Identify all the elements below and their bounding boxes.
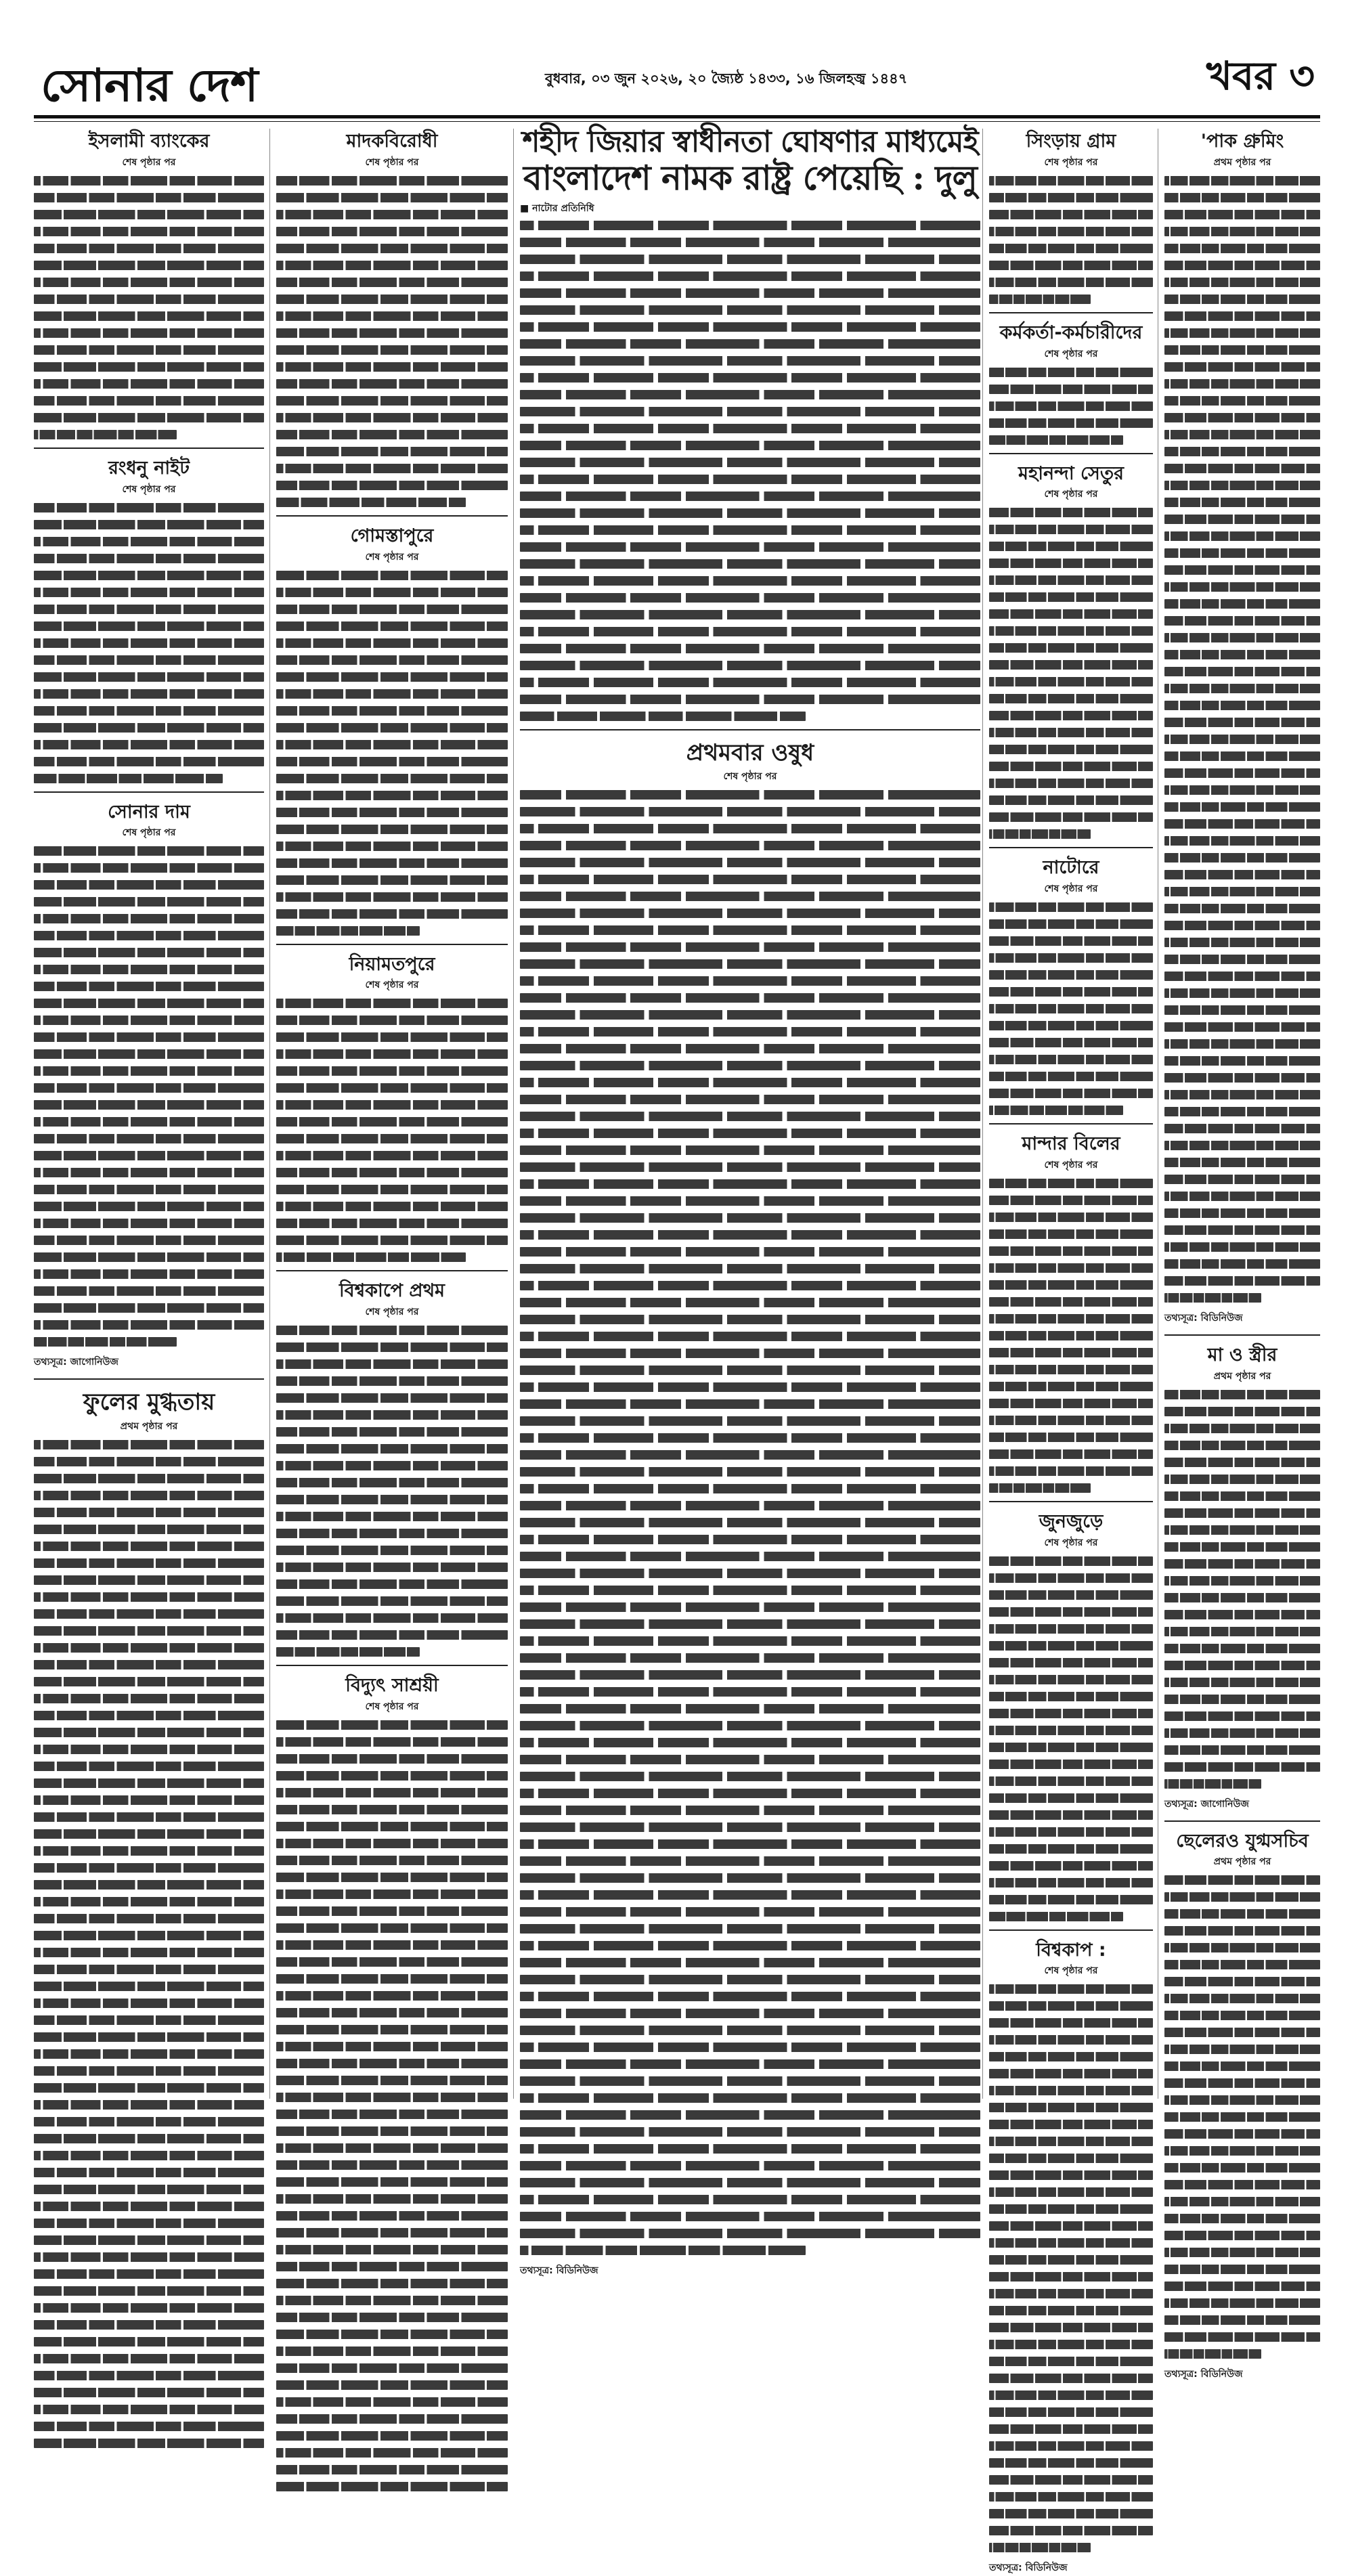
column-divider — [982, 129, 983, 2099]
article-son-joint-secretary — [1164, 1830, 1320, 2383]
article-lead — [520, 126, 980, 721]
continued-label: শেষ পৃষ্ঠার পর — [276, 549, 508, 565]
continued-label: শেষ পৃষ্ঠার পর — [276, 1699, 508, 1715]
article-separator — [276, 1270, 508, 1271]
article-kicker: রংধনু নাইট — [34, 457, 264, 480]
continued-label: প্রথম পৃষ্ঠার পর — [1164, 1368, 1320, 1384]
continued-label: শেষ পৃষ্ঠার পর — [989, 1963, 1153, 1979]
article-kicker: নাটোরে — [989, 856, 1153, 879]
continued-label: শেষ পৃষ্ঠার পর — [989, 486, 1153, 502]
article-kicker: মা ও স্ত্রীর — [1164, 1344, 1320, 1367]
article-separator — [276, 944, 508, 945]
masthead-rule — [34, 115, 1320, 118]
article-kicker: সিংড়ায় গ্রাম — [989, 130, 1153, 153]
article-separator — [34, 1378, 264, 1380]
article-separator — [989, 1929, 1153, 1931]
article-separator — [34, 447, 264, 449]
article-natore — [989, 856, 1153, 1115]
article-source: তথ্যসূত্র: বিডিনিউজ — [1164, 1310, 1320, 1326]
column-2 — [276, 126, 508, 2103]
article-kicker: মান্দার বিলের — [989, 1133, 1153, 1156]
article-source: তথ্যসূত্র: বিডিনিউজ — [1164, 2366, 1320, 2382]
continued-label: শেষ পৃষ্ঠার পর — [34, 825, 264, 841]
article-separator — [989, 312, 1153, 313]
article-mahananda-bridge — [989, 462, 1153, 839]
article-kicker: বিশ্বকাপে প্রথম — [276, 1280, 508, 1303]
column-3 — [520, 126, 980, 2103]
article-source: তথ্যসূত্র: বিডিনিউজ — [989, 2560, 1153, 2576]
article-separator — [989, 1501, 1153, 1502]
column-divider — [269, 129, 270, 2099]
article-kicker: নিয়ামতপুরে — [276, 953, 508, 976]
column-5 — [1164, 126, 1320, 2103]
article-separator — [1164, 1334, 1320, 1336]
article-kicker: মাদকবিরোধী — [276, 130, 508, 153]
article-gomostapur — [276, 525, 508, 936]
article-kicker: গোমস্তাপুরে — [276, 525, 508, 548]
article-separator — [34, 791, 264, 793]
article-kicker: প্রথমবার ওষুধ — [520, 739, 980, 768]
article-separator — [520, 729, 980, 730]
continued-label: প্রথম পৃষ্ঠার পর — [1164, 154, 1320, 171]
article-kicker: জুনজুড়ে — [989, 1510, 1153, 1533]
article-worldcup-first — [276, 1280, 508, 1657]
article-kicker: 'পাক গ্রুমিং — [1164, 130, 1320, 153]
article-niamatpur — [276, 953, 508, 1263]
article-islami-bank — [34, 130, 264, 439]
article-kicker: বিশ্বকাপ : — [989, 1939, 1153, 1962]
article-rongdhonu-night — [34, 457, 264, 783]
article-separator — [276, 515, 508, 517]
continued-label: শেষ পৃষ্ঠার পর — [34, 154, 264, 171]
continued-label: শেষ পৃষ্ঠার পর — [989, 881, 1153, 897]
masthead-rule-thin — [34, 121, 1320, 122]
section-label: খবর ৩ — [1206, 46, 1315, 112]
column-divider — [513, 129, 514, 2099]
article-worldcup — [989, 1939, 1153, 2576]
article-singra — [989, 130, 1153, 304]
article-source: তথ্যসূত্র: জাগোনিউজ — [34, 1354, 264, 1370]
article-officials — [989, 322, 1153, 445]
article-kicker: ফুলের মুগ্ধতায় — [34, 1388, 264, 1417]
article-power-saving — [276, 1674, 508, 2491]
continued-label: শেষ পৃষ্ঠার পর — [989, 1157, 1153, 1173]
newspaper-logo: সোনার দেশ — [41, 51, 258, 126]
article-kicker: কর্মকর্তা-কর্মচারীদের — [989, 322, 1153, 345]
continued-label: শেষ পৃষ্ঠার পর — [276, 154, 508, 171]
article-anti-drug — [276, 130, 508, 507]
continued-label: শেষ পৃষ্ঠার পর — [989, 346, 1153, 362]
continued-label: প্রথম পৃষ্ঠার পর — [34, 1418, 264, 1435]
article-kicker: বিদ্যুৎ সাশ্রয়ী — [276, 1674, 508, 1697]
article-mother-wife — [1164, 1344, 1320, 1812]
article-june — [989, 1510, 1153, 1921]
article-separator — [989, 1123, 1153, 1125]
lead-headline-line2: বাংলাদেশ নামক রাষ্ট্র পেয়েছি : দুলু — [520, 158, 980, 198]
continued-label: প্রথম পৃষ্ঠার পর — [1164, 1854, 1320, 1870]
article-separator — [276, 1665, 508, 1666]
continued-label: শেষ পৃষ্ঠার পর — [989, 1535, 1153, 1551]
lead-headline-line1: শহীদ জিয়ার স্বাধীনতা ঘোষণার মাধ্যমেই — [520, 126, 980, 158]
masthead — [34, 49, 1320, 116]
lead-byline: ■ নাটোর প্রতিনিধি — [520, 200, 980, 217]
article-mandar-bil — [989, 1133, 1153, 1493]
article-kicker: মহানন্দা সেতুর — [989, 462, 1153, 485]
continued-label: শেষ পৃষ্ঠার পর — [989, 154, 1153, 171]
continued-label: শেষ পৃষ্ঠার পর — [34, 481, 264, 498]
dateline: বুধবার, ০৩ জুন ২০২৬, ২০ জ্যৈষ্ঠ ১৪৩৩, ১৬ জিলহজ্ব ১৪৪৭ — [545, 68, 907, 91]
column-1 — [34, 126, 264, 2103]
article-kicker: সোনার দাম — [34, 801, 264, 824]
article-kicker: ছেলেরও যুগ্মসচিব — [1164, 1830, 1320, 1853]
article-gold-price — [34, 801, 264, 1371]
article-flower — [34, 1388, 264, 2448]
article-source: তথ্যসূত্র: বিডিনিউজ — [520, 2263, 980, 2279]
article-separator — [1164, 1820, 1320, 1822]
article-pak-grooming — [1164, 130, 1320, 1326]
article-separator — [989, 453, 1153, 454]
continued-label: শেষ পৃষ্ঠার পর — [276, 1304, 508, 1320]
article-medicine-export — [520, 739, 980, 2279]
article-source: তথ্যসূত্র: জাগোনিউজ — [1164, 1796, 1320, 1812]
continued-label: শেষ পৃষ্ঠার পর — [276, 977, 508, 993]
continued-label: শেষ পৃষ্ঠার পর — [520, 768, 980, 785]
article-kicker: ইসলামী ব্যাংকের — [34, 130, 264, 153]
column-4 — [989, 126, 1153, 2103]
article-separator — [989, 847, 1153, 848]
